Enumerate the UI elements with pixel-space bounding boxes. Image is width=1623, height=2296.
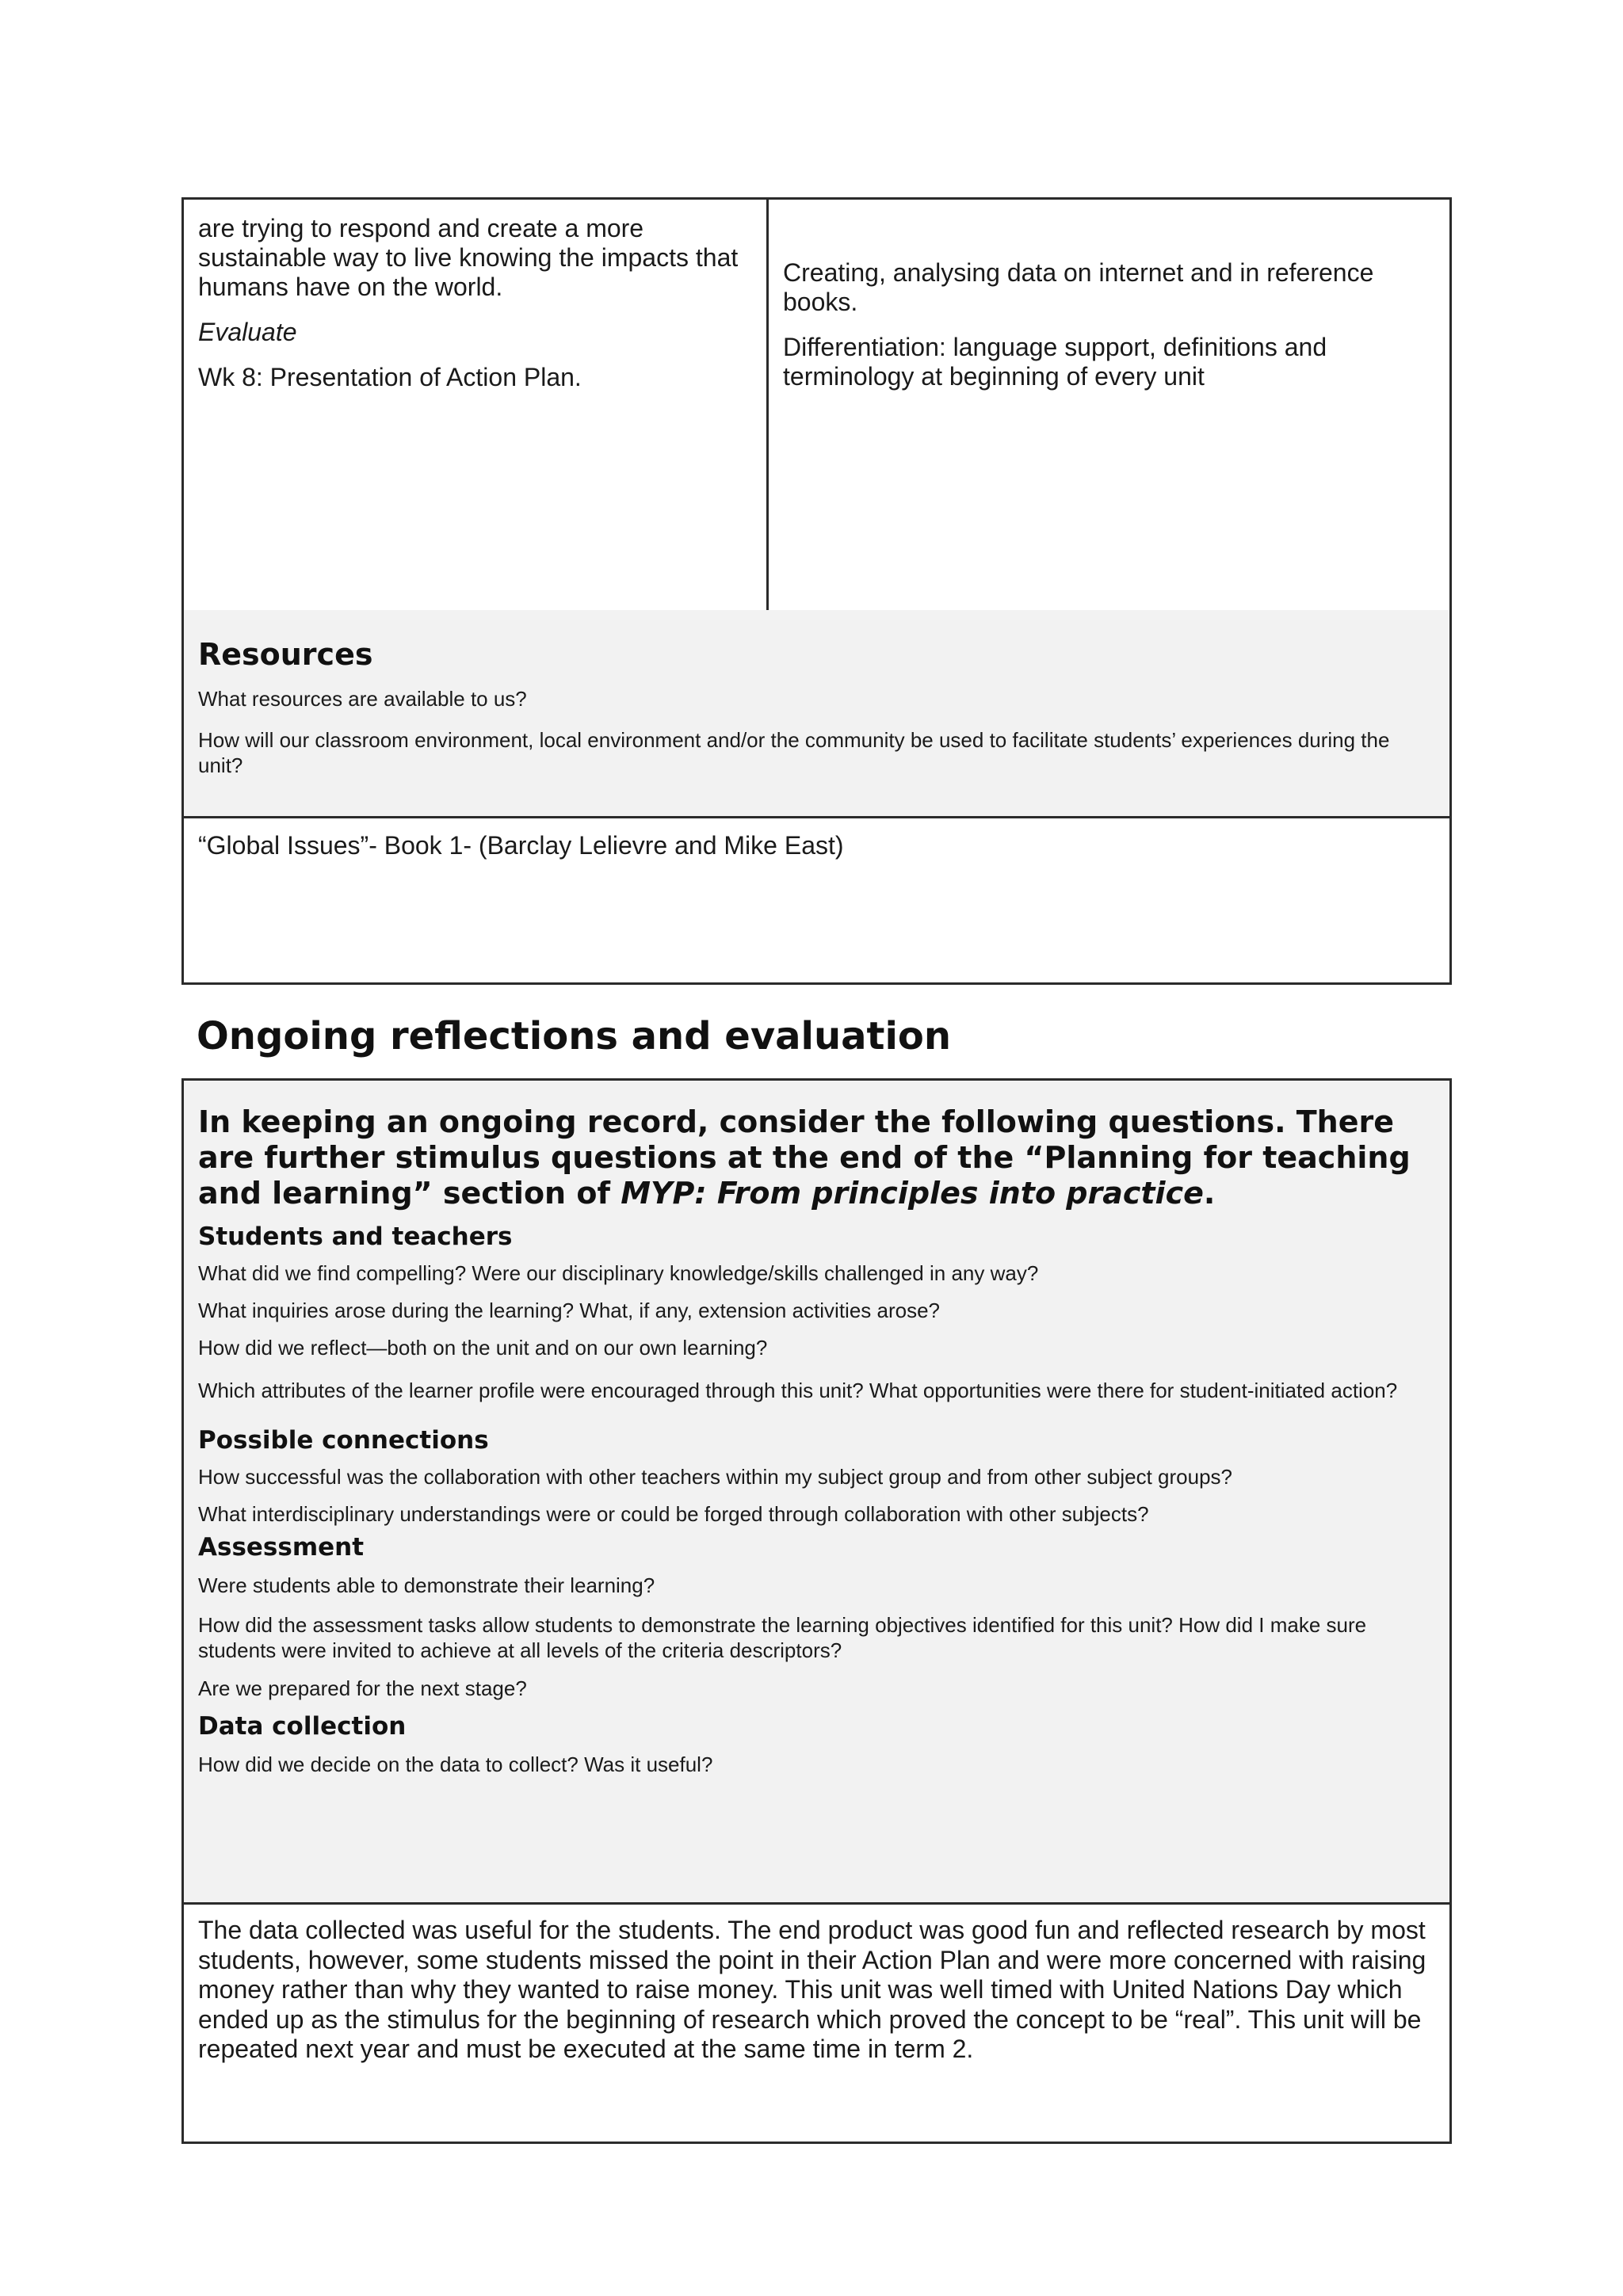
learning-text: are trying to respond and create a more sustainable way to live knowing the impacts that humans have on the world. [198, 214, 739, 301]
learning-process-table [181, 197, 1452, 612]
reflection-question: How did we decide on the data to collect? Was it useful? [198, 1753, 713, 1776]
differentiation-text: Differentiation: language support, definitions and terminology at beginning of every unit [783, 333, 1327, 391]
week8-text: Wk 8: Presentation of Action Plan. [198, 363, 582, 391]
reflection-question: What interdisciplinary understandings were or could be forged through collaboration with other subjects? [198, 1502, 1149, 1526]
reflection-question: What did we find compelling? Were our disciplinary knowledge/skills challenged in any way? [198, 1261, 1039, 1285]
reflection-question: Which attributes of the learner profile were encouraged through this unit? What opportunities were there for student-initiated action? [198, 1379, 1398, 1402]
reflection-question: What inquiries arose during the learning? What, if any, extension activities arose? [198, 1299, 941, 1322]
reflection-question: How did we reflect—both on the unit and on our own learning? [198, 1336, 768, 1360]
resources-question: What resources are available to us? [198, 687, 527, 711]
resources-question: How will our classroom environment, local environment and/or the community be used to facilitate students’ experiences during the unit? [198, 728, 1390, 777]
publication-title: MYP: From principles into practice [621, 1176, 1204, 1211]
resources-content: “Global Issues”- Book 1- (Barclay Lelievre and Mike East) [198, 831, 844, 860]
reflection-question: How successful was the collaboration with other teachers within my subject group and from other subject groups? [198, 1465, 1232, 1489]
reflections-intro [198, 1104, 1435, 1211]
students-heading: Students and teachers [198, 1222, 513, 1251]
data-collection-heading: Data collection [198, 1712, 407, 1741]
section-title: Ongoing reflections and evaluation [197, 1014, 952, 1058]
reflection-question: Are we prepared for the next stage? [198, 1676, 527, 1700]
resources-content-cell [181, 816, 1452, 985]
intro-text: In keeping an ongoing record, consider the following questions. There are further stimulus questions at the end of the “Planning for teaching and learning” section of [198, 1104, 1411, 1211]
resources-prompt-cell [181, 610, 1452, 818]
intro-period: . [1203, 1176, 1216, 1211]
reflections-content: The data collected was useful for the students. The end product was good fun and reflected research by most students, however, some students missed the point in their Action Plan and were more concerned with raising money rather than why they wanted to raise money. This unit was well timed with United Nations Day which ended up as the stimulus for the beginning of research which proved the concept to be “real”. This unit will be repeated next year and must be executed at the same time in term 2. [198, 1916, 1426, 2063]
reflection-question: How did the assessment tasks allow students to demonstrate the learning objectives identified for this unit? How did I make sure students were invited to achieve at all levels of the criteria descriptors? [198, 1613, 1367, 1662]
reflection-question: Were students able to demonstrate their learning? [198, 1573, 655, 1597]
reflections-prompt-cell [181, 1078, 1452, 1905]
resources-heading: Resources [198, 637, 373, 672]
learning-experiences-cell [184, 200, 769, 610]
reflections-content-cell [181, 1902, 1452, 2144]
teaching-strategies-cell [769, 200, 1449, 610]
evaluate-label: Evaluate [198, 318, 297, 346]
assessment-heading: Assessment [198, 1533, 365, 1562]
connections-heading: Possible connections [198, 1426, 489, 1455]
strategies-text: Creating, analysing data on internet and in reference books. [783, 258, 1374, 316]
